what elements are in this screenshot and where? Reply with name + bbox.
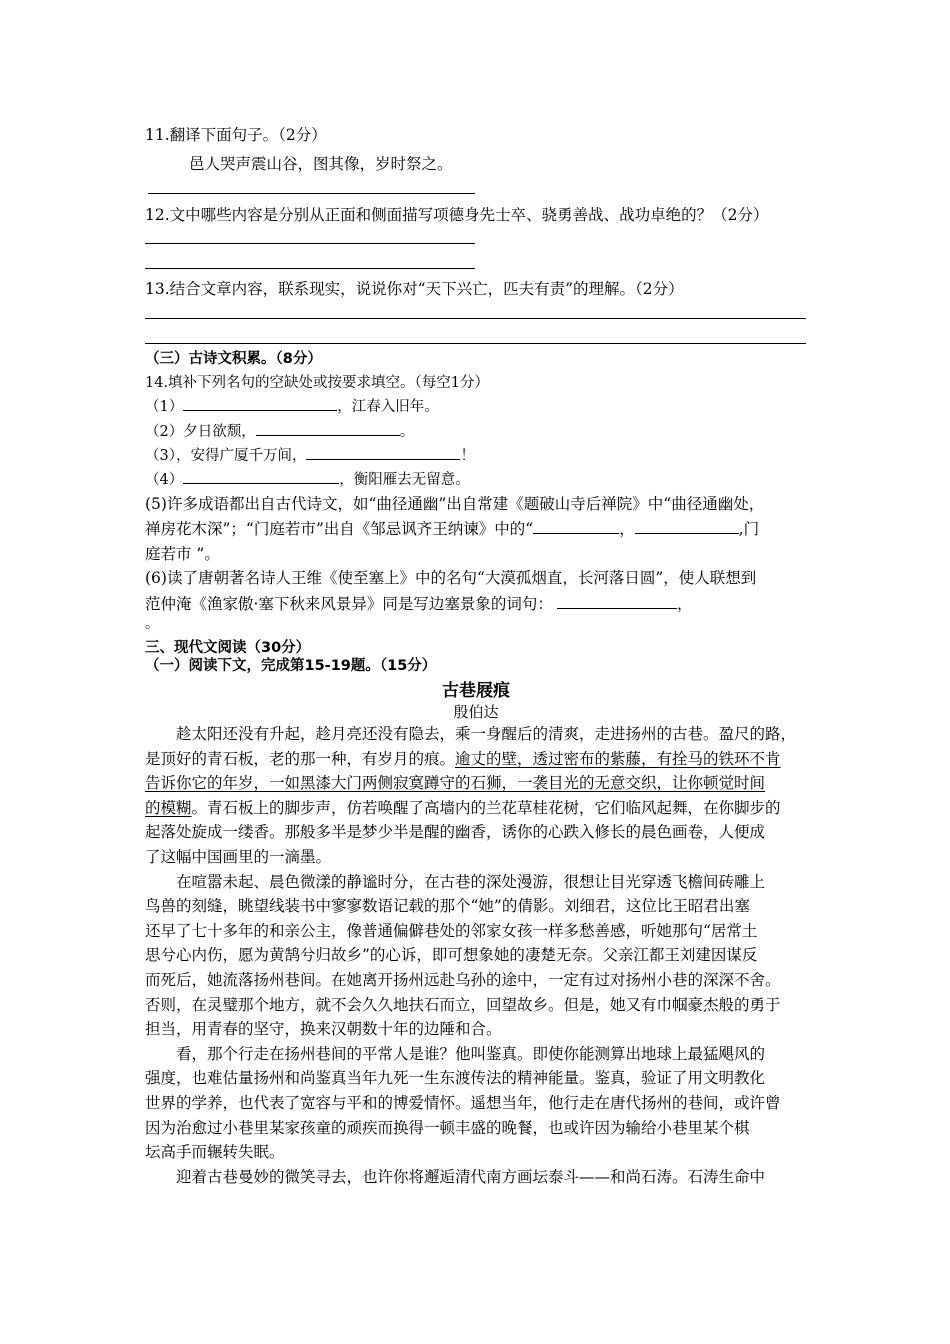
part-sub-heading: （一）阅读下文，完成第15-19题。（15分） bbox=[145, 658, 437, 674]
article-line bbox=[145, 1116, 807, 1141]
item-text: ,门 bbox=[738, 520, 760, 538]
q14-item-2 bbox=[145, 420, 807, 441]
underlined-text: 的模糊 bbox=[145, 798, 192, 817]
q14-item-6-line1: (6)读了唐朝著名诗人王维《使至塞上》中的名句“大漠孤烟直，长河落日圆”，使人联想到 bbox=[145, 569, 757, 587]
section-heading: （三）古诗文积累。（8分） bbox=[145, 351, 322, 367]
article-line bbox=[145, 796, 807, 821]
item-number: （1） bbox=[145, 399, 184, 415]
q14-item-5-line3: 庭若市 ”。 bbox=[145, 545, 220, 563]
article-line bbox=[145, 771, 807, 796]
article-line bbox=[145, 1091, 807, 1116]
article-text: 迎着古巷曼妙的微笑寻去，也许你将邂逅清代南方画坛泰斗——和尚石涛。石涛生命中 bbox=[145, 1167, 766, 1186]
article-author: 殷伯达 bbox=[453, 703, 499, 721]
article-text: 世界的学养，也代表了宽容与平和的博爱情怀。遥想当年，他行走在唐代扬州的巷间，或许曾 bbox=[145, 1093, 781, 1112]
answer-line[interactable] bbox=[145, 318, 806, 319]
article-line bbox=[145, 820, 807, 845]
fill-blank[interactable] bbox=[183, 395, 337, 411]
item-end: ！ bbox=[460, 448, 475, 464]
article-line bbox=[145, 1042, 807, 1067]
article-line bbox=[145, 943, 807, 968]
fill-blank[interactable] bbox=[635, 518, 739, 534]
item-text: ，衡阳雁去无留意。 bbox=[339, 472, 470, 488]
article-text: 担当，用青春的坚守，换来汉朝数十年的边陲和合。 bbox=[145, 1020, 502, 1039]
article-text: 鸟兽的刻缝，眺望线装书中寥寥数语记载的那个“她”的倩影。刘细君，这位比王昭君出塞 bbox=[145, 897, 750, 916]
article-line bbox=[145, 1140, 807, 1165]
article-text: 还早了七十多年的和亲公主，像普通偏僻巷处的邻家女孩一样多愁善感，听她那句“居常土 bbox=[145, 921, 758, 940]
article-text: 了这幅中国画里的一滴墨。 bbox=[145, 847, 332, 866]
item-text: （3），安得广厦千万间， bbox=[145, 448, 307, 464]
q14-item-3 bbox=[145, 444, 807, 465]
item-end: 。 bbox=[399, 424, 415, 440]
item-text: ， bbox=[619, 520, 635, 538]
article-line bbox=[145, 1066, 807, 1091]
item-text: （2）夕日欲颓， bbox=[145, 424, 256, 440]
article-title: 古巷屐痕 bbox=[442, 681, 510, 701]
item-text: 禅房花木深”；“门庭若市”出自《邹忌讽齐王纳谏》中的“ bbox=[145, 520, 534, 538]
article-text: 强度，也难估量扬州和尚鉴真当年九死一生东渡传法的精神能量。鉴真，验证了用文明教化 bbox=[145, 1069, 766, 1088]
article-text: 因为治愈过小巷里某家孩童的顽疾而换得一顿丰盛的晚餐，也或许因为输给小巷里某个棋 bbox=[145, 1118, 750, 1137]
fill-blank[interactable] bbox=[533, 518, 619, 534]
q14-item-6-line3: 。 bbox=[145, 616, 159, 632]
underlined-text: 告诉你它的年岁，一如黑漆大门两侧寂寞蹲守的石狮，一袭目光的无意交织，让你顿觉时间 bbox=[145, 774, 766, 793]
answer-line[interactable] bbox=[145, 268, 475, 269]
q14-item-1 bbox=[145, 395, 807, 416]
fill-blank[interactable] bbox=[256, 420, 400, 436]
answer-line[interactable] bbox=[145, 243, 475, 244]
article-text: 坛高手而辗转失眠。 bbox=[145, 1143, 285, 1162]
article-text: 否则，在灵璧那个地方，就不会久久地扶石而立，回望故乡。但是，她又有巾帼豪杰般的勇于 bbox=[145, 995, 781, 1014]
article-text: 看，那个行走在扬州巷间的平常人是谁？他叫鉴真。即使你能测算出地球上最猛飓风的 bbox=[145, 1044, 766, 1063]
q14-item-6-line2 bbox=[145, 592, 807, 614]
article-line bbox=[145, 722, 807, 747]
q11-label: 11.翻译下面句子。（2分） bbox=[145, 126, 327, 144]
article-line bbox=[145, 993, 807, 1018]
article-line bbox=[145, 845, 807, 870]
answer-line[interactable] bbox=[145, 343, 806, 344]
q13-label: 13.结合文章内容，联系现实，说说你对“天下兴亡，匹夫有责”的理解。（2分） bbox=[145, 280, 684, 298]
part-heading: 三、现代文阅读（30分） bbox=[145, 640, 311, 656]
item-text: ，江春入旧年。 bbox=[337, 399, 439, 415]
q14-item-5-line1: (5)许多成语都出自古代诗文，如“曲径通幽”出自常建《题破山寺后禅院》中“曲径通幽处， bbox=[145, 495, 765, 513]
article-text: 。青石板上的脚步声，仿若唤醒了高墙内的兰花草桂花树，它们临风起舞，在你脚步的 bbox=[191, 798, 781, 817]
article-body bbox=[145, 722, 807, 1189]
article-text: 是顶好的青石板，老的那一种，有岁月的痕。 bbox=[145, 749, 456, 768]
item-text: ， bbox=[676, 595, 693, 613]
item-number: （4） bbox=[145, 472, 184, 488]
fill-blank[interactable] bbox=[306, 444, 460, 460]
fill-blank[interactable] bbox=[183, 468, 339, 484]
q14-item-5-line2 bbox=[145, 517, 807, 539]
q14-item-4 bbox=[145, 468, 807, 489]
article-line bbox=[145, 1017, 807, 1042]
article-line bbox=[145, 870, 807, 895]
answer-line[interactable] bbox=[148, 193, 475, 194]
q14-label: 14.填补下列名句的空缺处或按要求填空。（每空1分） bbox=[145, 375, 490, 391]
article-text: 而死后，她流落扬州巷间。在她离开扬州远赴乌孙的途中，一定有过对扬州小巷的深深不舍。 bbox=[145, 970, 781, 989]
q11-sentence: 邑人哭声震山谷，图其像，岁时祭之。 bbox=[189, 155, 453, 173]
article-text: 趁太阳还没有升起，趁月亮还没有隐去，乘一身醒后的清爽，走进扬州的古巷。盈尺的路， bbox=[145, 725, 797, 743]
underlined-text: 逾丈的壁，透过密布的紫藤，有拴马的铁环不肯 bbox=[455, 749, 781, 768]
article-line bbox=[145, 968, 807, 993]
article-text: 起落处旋成一缕香。那般多半是梦少半是醒的幽香，诱你的心跌入修长的晨色画卷，人便成 bbox=[145, 823, 766, 842]
fill-blank[interactable] bbox=[557, 593, 677, 609]
article-text: 思兮心内伤，愿为黄鹄兮归故乡”的心诉，即可想象她的凄楚无奈。父亲江都王刘建因谋反 bbox=[145, 946, 758, 965]
article-line bbox=[145, 1165, 807, 1190]
article-line bbox=[145, 894, 807, 919]
article-line bbox=[145, 919, 807, 944]
article-line bbox=[145, 747, 807, 772]
q12-label: 12.文中哪些内容是分别从正面和侧面描写项德身先士卒、骁勇善战、战功卓绝的？（2分） bbox=[145, 206, 769, 224]
article-text: 在喧嚣未起、晨色微漾的静谧时分，在古巷的深处漫游，很想让目光穿透飞檐间砖雕上 bbox=[145, 872, 766, 891]
item-text: 范仲淹《渔家傲·塞下秋来风景异》同是写边塞景象的词句： bbox=[145, 595, 553, 613]
